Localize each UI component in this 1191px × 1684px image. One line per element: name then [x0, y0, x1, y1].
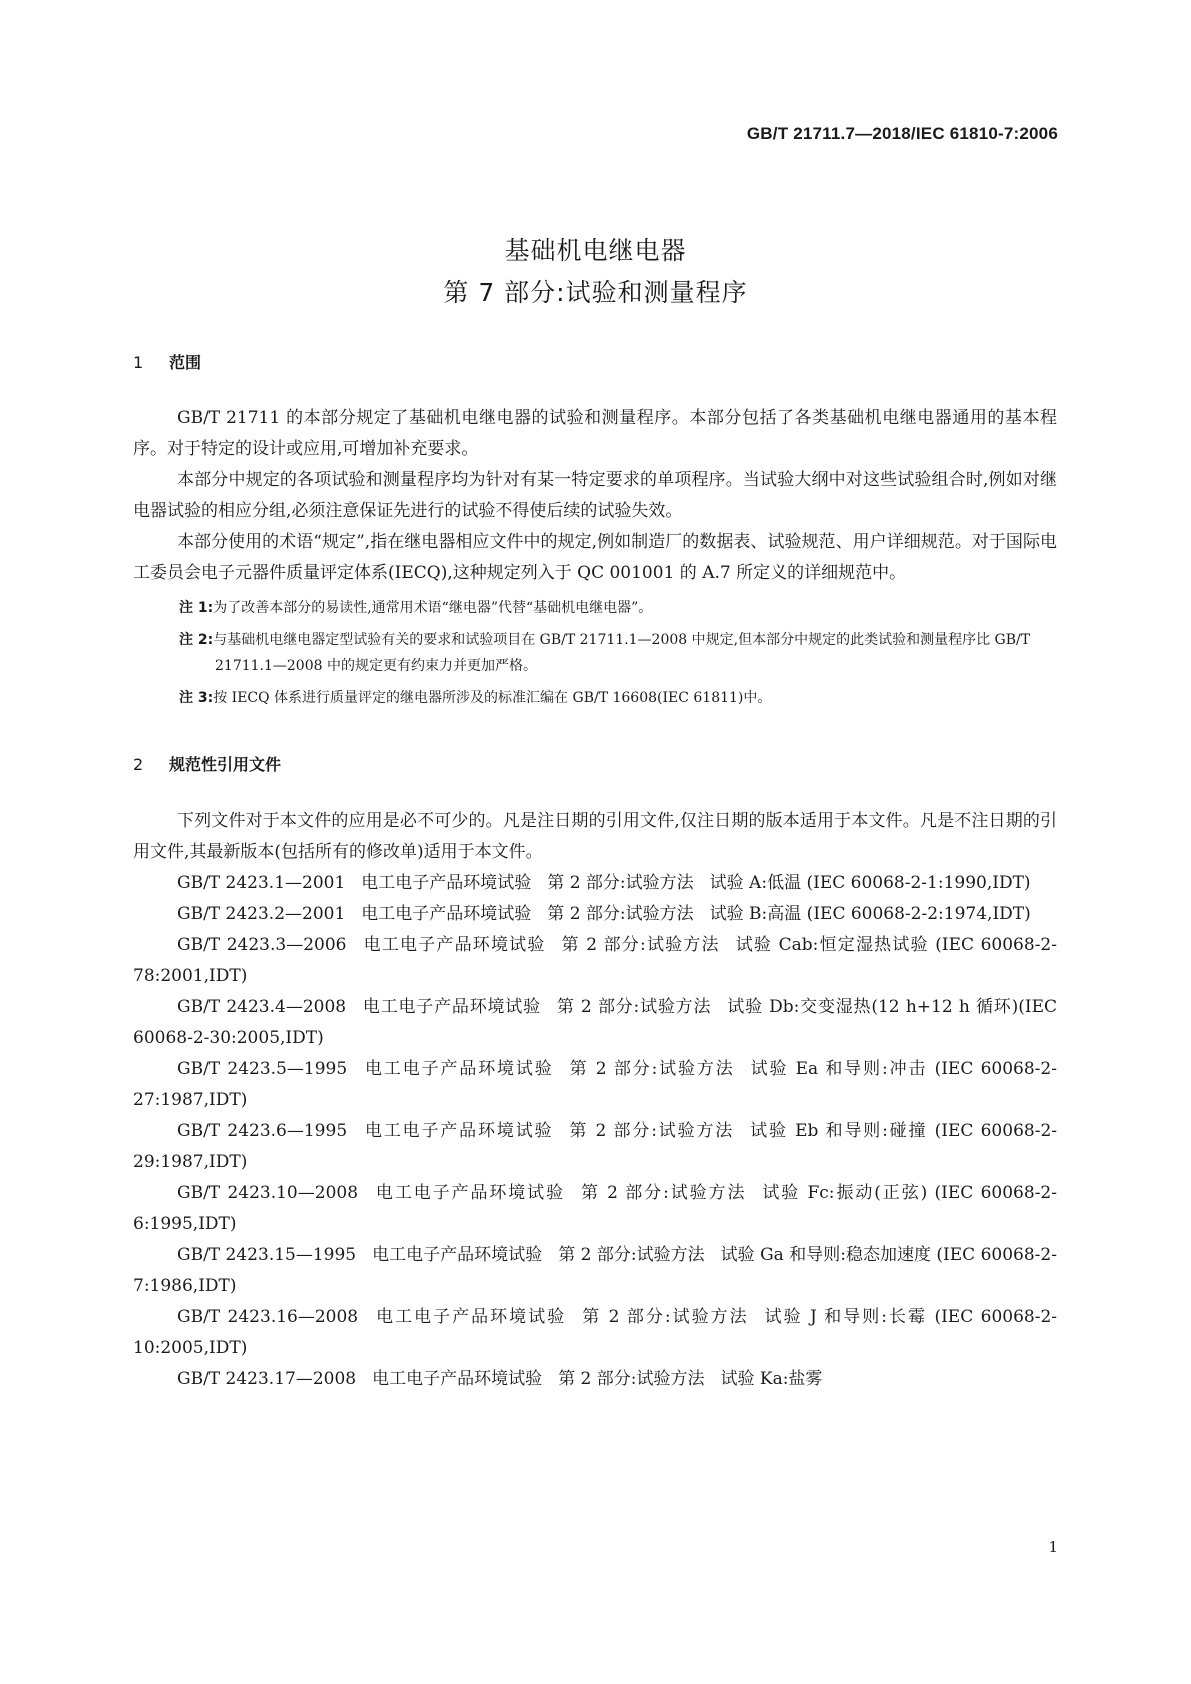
section-2-body: [133, 806, 1057, 1395]
scope-paragraph: 本部分中规定的各项试验和测量程序均为针对有某一特定要求的单项程序。当试验大纲中对这些试验组合时,例如对继电器试验的相应分组,必须注意保证先进行的试验不得使后续的试验失效。: [133, 470, 1057, 521]
reference-item: GB/T 2423.3—2006 电工电子产品环境试验 第 2 部分:试验方法 试验 Cab:恒定湿热试验 (IEC 60068-2-78:2001,IDT): [133, 935, 1057, 986]
note-label: 注 2:: [179, 632, 214, 648]
page-number: 1: [1048, 1538, 1058, 1556]
note-text: 按 IECQ 体系进行质量评定的继电器所涉及的标准汇编在 GB/T 16608(IEC 61811)中。: [213, 690, 772, 706]
document-title: [0, 230, 1191, 314]
reference-item: GB/T 2423.15—1995 电工电子产品环境试验 第 2 部分:试验方法 试验 Ga 和导则:稳态加速度 (IEC 60068-2-7:1986,IDT): [133, 1245, 1057, 1296]
note-1: [133, 595, 1057, 621]
section-2-title: 规范性引用文件: [169, 755, 282, 774]
section-1-number: 1: [133, 353, 144, 372]
note-3: [133, 685, 1057, 711]
reference-item: GB/T 2423.1—2001 电工电子产品环境试验 第 2 部分:试验方法 试验 A:低温 (IEC 60068-2-1:1990,IDT): [177, 873, 1031, 893]
title-line-1: 基础机电继电器: [504, 236, 687, 265]
reference-item: GB/T 2423.10—2008 电工电子产品环境试验 第 2 部分:试验方法 试验 Fc:振动(正弦) (IEC 60068-2-6:1995,IDT): [133, 1183, 1057, 1234]
scope-paragraph: GB/T 21711 的本部分规定了基础机电继电器的试验和测量程序。本部分包括了各类基础机电继电器通用的基本程序。对于特定的设计或应用,可增加补充要求。: [133, 408, 1057, 459]
note-label: 注 1:: [179, 600, 214, 616]
reference-item: GB/T 2423.6—1995 电工电子产品环境试验 第 2 部分:试验方法 试验 Eb 和导则:碰撞 (IEC 60068-2-29:1987,IDT): [133, 1121, 1057, 1172]
section-1-body: [133, 403, 1057, 711]
note-label: 注 3:: [179, 690, 214, 706]
note-text: 与基础机电继电器定型试验有关的要求和试验项目在 GB/T 21711.1—2008 中规定,但本部分中规定的此类试验和测量程序比 GB/T 21711.1—2008 中的规定更有约束力并更加严格。: [213, 632, 1031, 674]
scope-paragraph: 本部分使用的术语“规定”,指在继电器相应文件中的规定,例如制造厂的数据表、试验规范、用户详细规范。对于国际电工委员会电子元器件质量评定体系(IECQ),这种规定列入于 QC 001001 的 A.7 所定义的详细规范中。: [133, 532, 1057, 583]
note-text: 为了改善本部分的易读性,通常用术语“继电器”代替“基础机电继电器”。: [213, 600, 653, 616]
section-1-title: 范围: [169, 353, 202, 372]
section-2-number: 2: [133, 755, 144, 774]
references-intro: 下列文件对于本文件的应用是必不可少的。凡是注日期的引用文件,仅注日期的版本适用于本文件。凡是不注日期的引用文件,其最新版本(包括所有的修改单)适用于本文件。: [133, 811, 1057, 862]
section-1-heading: [133, 350, 201, 373]
note-2: [133, 627, 1057, 679]
reference-list: [133, 868, 1057, 1395]
standard-code-header: GB/T 21711.7—2018/IEC 61810-7:2006: [746, 124, 1058, 143]
reference-item: GB/T 2423.16—2008 电工电子产品环境试验 第 2 部分:试验方法 试验 J 和导则:长霉 (IEC 60068-2-10:2005,IDT): [133, 1307, 1058, 1358]
reference-item: GB/T 2423.5—1995 电工电子产品环境试验 第 2 部分:试验方法 试验 Ea 和导则:冲击 (IEC 60068-2-27:1987,IDT): [133, 1059, 1057, 1110]
reference-item: GB/T 2423.17—2008 电工电子产品环境试验 第 2 部分:试验方法 试验 Ka:盐雾: [177, 1369, 823, 1389]
reference-item: GB/T 2423.4—2008 电工电子产品环境试验 第 2 部分:试验方法 试验 Db:交变湿热(12 h+12 h 循环)(IEC 60068-2-30:2005,IDT): [133, 997, 1058, 1048]
reference-item: GB/T 2423.2—2001 电工电子产品环境试验 第 2 部分:试验方法 试验 B:高温 (IEC 60068-2-2:1974,IDT): [177, 904, 1031, 924]
section-2-heading: [133, 752, 281, 775]
title-line-2: 第 7 部分:试验和测量程序: [443, 278, 748, 307]
